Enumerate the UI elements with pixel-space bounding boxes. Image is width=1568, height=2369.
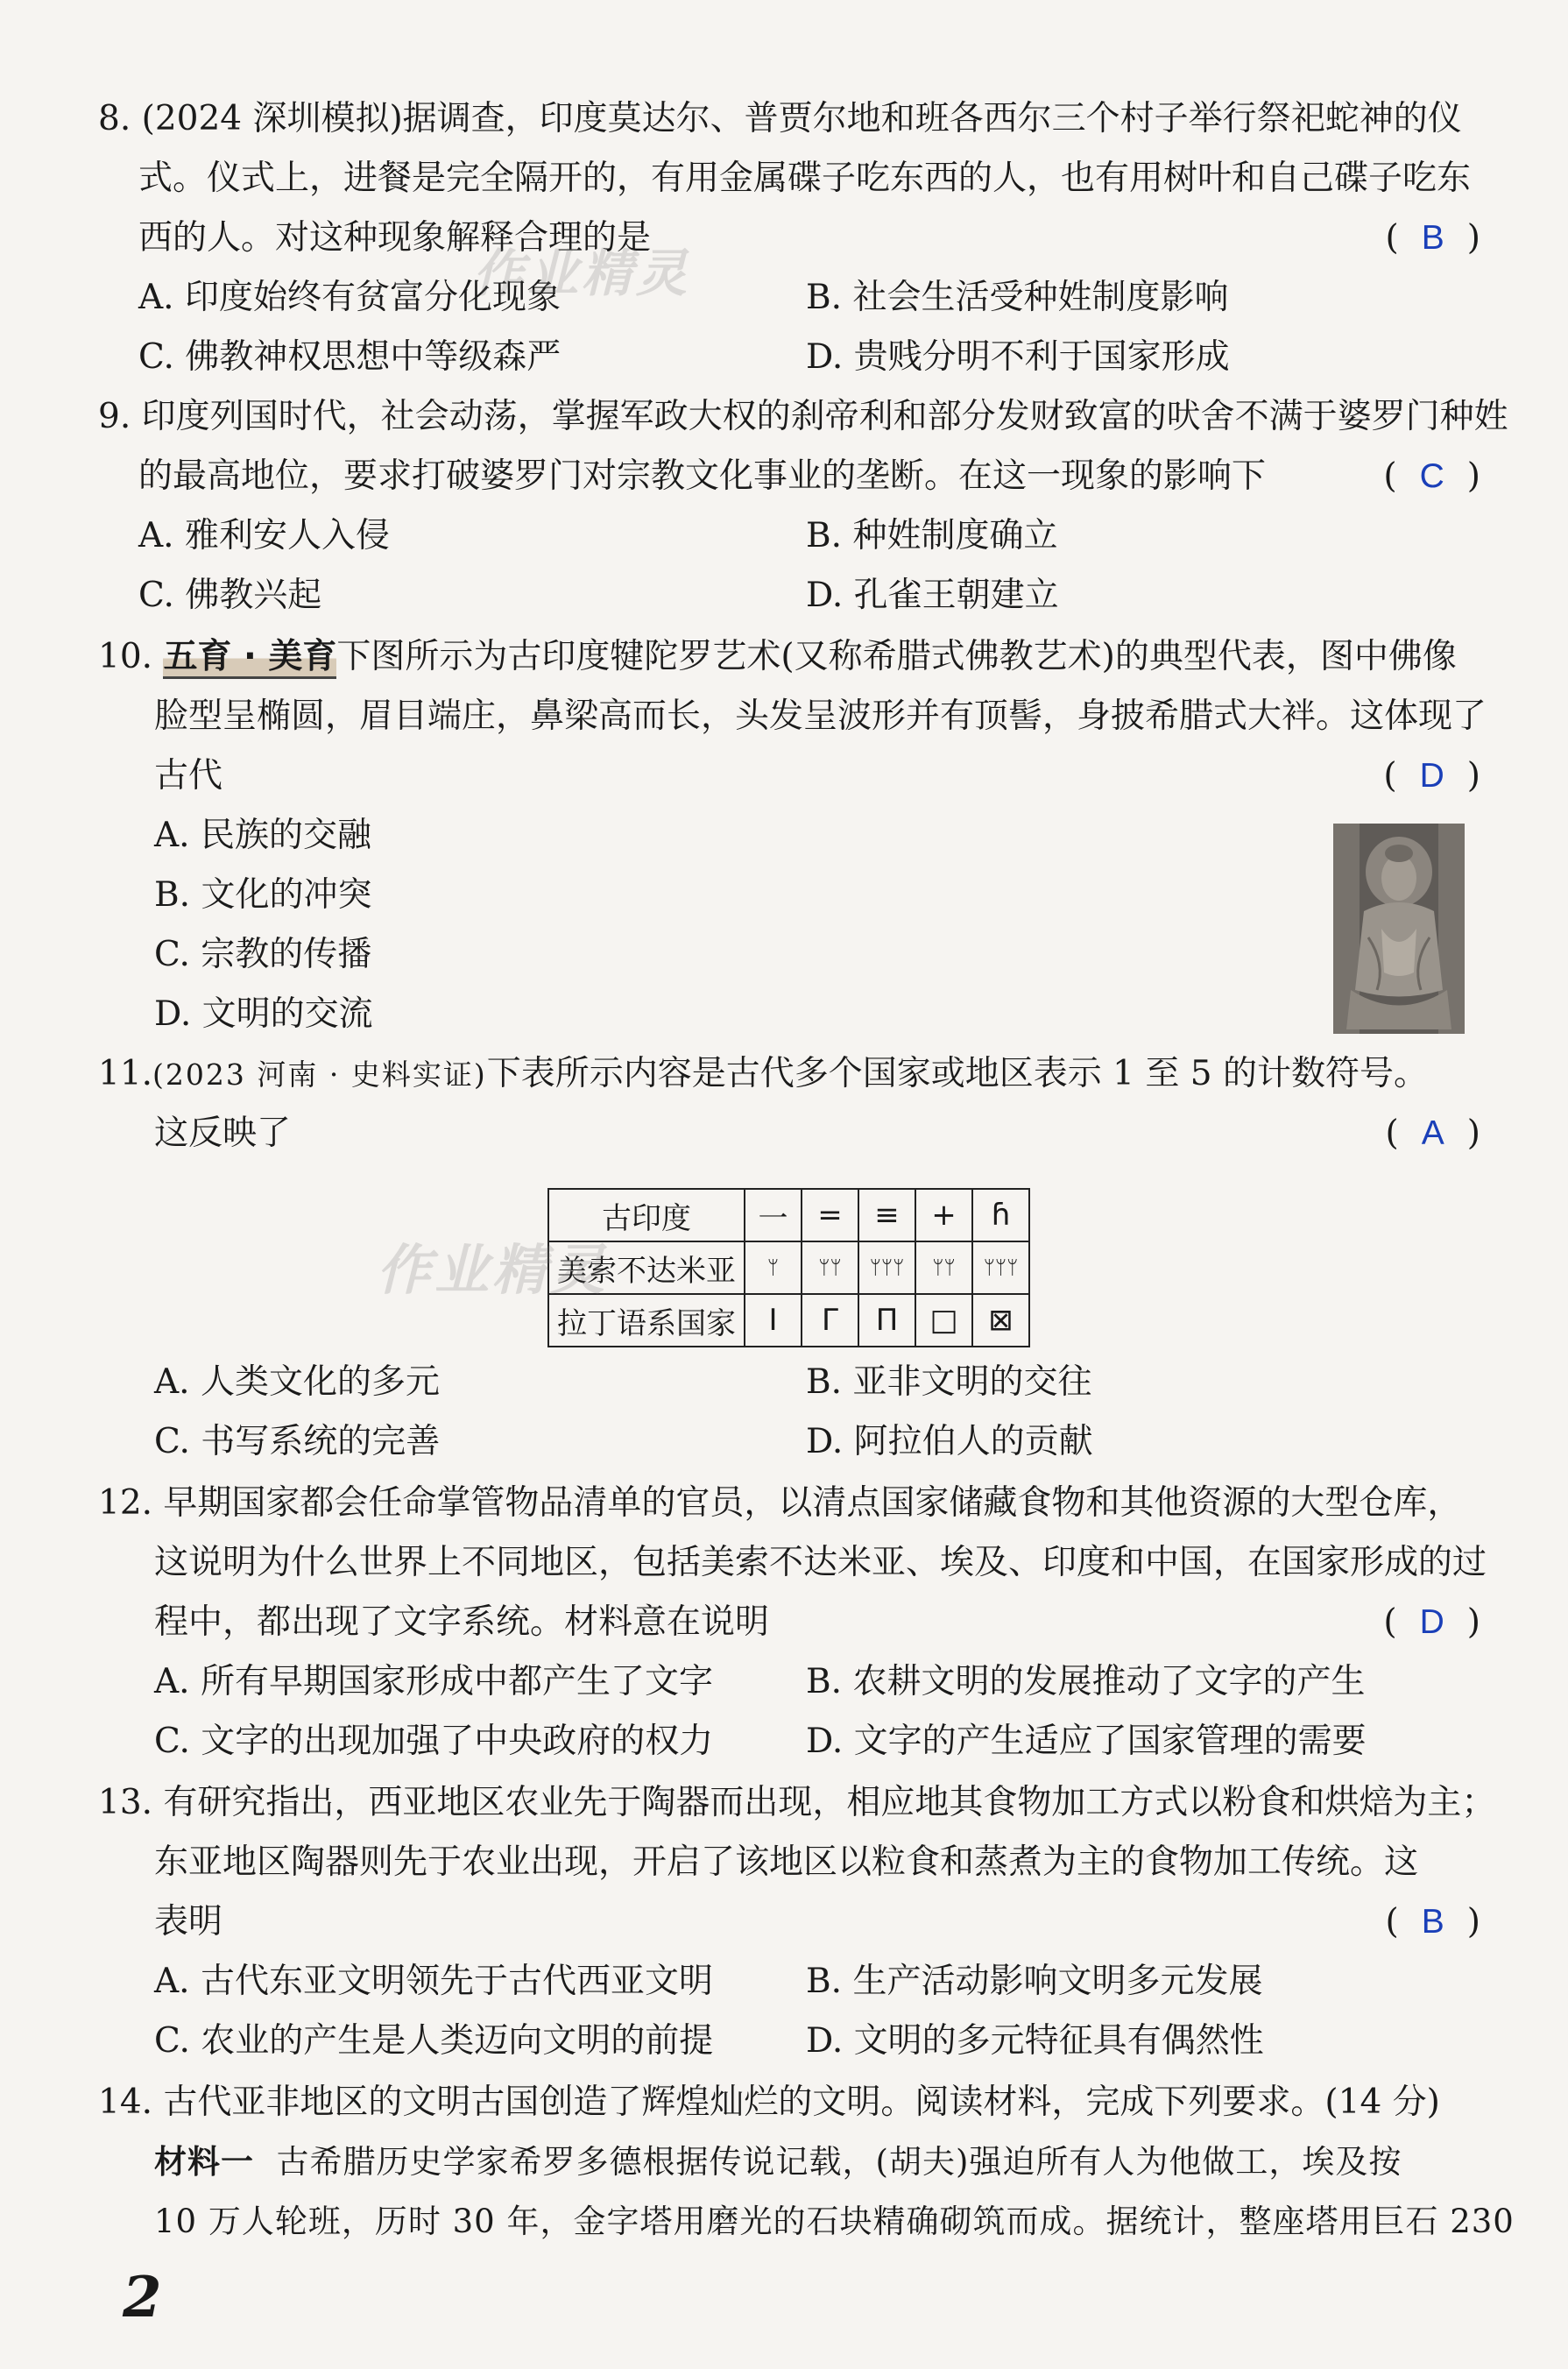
q11-line2: 这反映了 <box>154 1114 292 1153</box>
q11-answer: ( A ) <box>1385 1114 1480 1153</box>
q10-option-b: B. 文化的冲突 <box>154 875 372 915</box>
q8-line1: 8. (2024 深圳模拟)据调查，印度莫达尔、普贾尔地和班各西尔三个村子举行祭祀蛇神的仪 <box>98 99 1462 138</box>
q12-line1: 12. 早期国家都会任命掌管物品清单的官员，以清点国家储藏食物和其他资源的大型仓库， <box>98 1483 1462 1523</box>
q11-tag: (2023 河南 · 史料实证) <box>152 1057 487 1092</box>
q11-option-b: B. 亚非文明的交往 <box>806 1362 1092 1402</box>
q10-answer: ( D ) <box>1383 756 1480 796</box>
q10-number: 10. <box>98 637 153 676</box>
q13-option-d: D. 文明的多元特征具有偶然性 <box>806 2021 1264 2061</box>
numeral-cell: 一 <box>745 1189 802 1241</box>
numeral-cell: ᛘᛘᛘ <box>858 1241 915 1294</box>
watermark: 作业精灵 <box>473 244 691 303</box>
q11-number: 11. <box>98 1054 153 1093</box>
table-row <box>548 1189 1029 1241</box>
q11-option-d: D. 阿拉伯人的贡献 <box>806 1422 1093 1461</box>
material-line1-text: 古希腊历史学家希罗多德根据传说记载，(胡夫)强迫所有人为他做工，埃及按 <box>276 2143 1402 2181</box>
q8-option-b: B. 社会生活受种姓制度影响 <box>806 278 1229 317</box>
q13-option-c: C. 农业的产生是人类迈向文明的前提 <box>154 2021 714 2061</box>
q8-option-d: D. 贵贱分明不利于国家形成 <box>806 337 1230 377</box>
numeral-cell: = <box>802 1189 858 1241</box>
q8-line2: 式。仪式上，进餐是完全隔开的，有用金属碟子吃东西的人，也有用树叶和自己碟子吃东 <box>138 159 1472 198</box>
numeral-cell: ᛘᛘ <box>802 1241 858 1294</box>
numeral-cell: □ <box>915 1294 972 1347</box>
q12-line3: 程中，都出现了文字系统。材料意在说明 <box>154 1602 770 1642</box>
numeral-cell: ᛘᛘᛘ <box>972 1241 1029 1294</box>
numeral-cell: ᛘᛘ <box>915 1241 972 1294</box>
q10-option-a: A. 民族的交融 <box>154 816 371 855</box>
numeral-cell: I <box>745 1294 802 1347</box>
q10-line3: 古代 <box>154 756 223 796</box>
row-label: 拉丁语系国家 <box>548 1294 745 1347</box>
q13-answer: ( B ) <box>1385 1902 1480 1941</box>
q14-material-line1 <box>154 2139 1402 2185</box>
row-label: 古印度 <box>548 1189 745 1241</box>
q9-option-a: A. 雅利安人入侵 <box>138 516 390 555</box>
q11-line1-text: 下表所示内容是古代多个国家或地区表示 1 至 5 的计数符号。 <box>486 1054 1428 1093</box>
numeral-cell: Π <box>858 1294 915 1347</box>
q8-option-c: C. 佛教神权思想中等级森严 <box>138 337 562 377</box>
numeral-cell: ɦ <box>972 1189 1029 1241</box>
q9-line2: 的最高地位，要求打破婆罗门对宗教文化事业的垄断。在这一现象的影响下 <box>138 456 1267 496</box>
q13-line2: 东亚地区陶器则先于农业出现，开启了该地区以粒食和蒸煮为主的食物加工传统。这 <box>154 1842 1419 1882</box>
q9-option-d: D. 孔雀王朝建立 <box>806 576 1059 615</box>
q10-line1 <box>98 634 1457 680</box>
q9-answer: ( C ) <box>1383 456 1480 496</box>
numeral-table <box>547 1188 1030 1347</box>
q10-tag: 五育 · 美育 <box>163 637 336 679</box>
numeral-cell: Γ <box>802 1294 858 1347</box>
q11-option-a: A. 人类文化的多元 <box>154 1362 440 1402</box>
q9-option-b: B. 种姓制度确立 <box>806 516 1058 555</box>
numeral-cell: ⊠ <box>972 1294 1029 1347</box>
q13-option-b: B. 生产活动影响文明多元发展 <box>806 1962 1263 2001</box>
q11-line1 <box>98 1051 1428 1097</box>
q11-answer-letter: A <box>1421 1114 1444 1152</box>
q12-answer-letter: D <box>1419 1603 1444 1641</box>
q12-option-a: A. 所有早期国家形成中都产生了文字 <box>154 1662 713 1701</box>
q9-option-c: C. 佛教兴起 <box>138 576 322 615</box>
q9-line1: 9. 印度列国时代，社会动荡，掌握军政大权的刹帝利和部分发财致富的吠舍不满于婆罗门种姓 <box>98 397 1508 436</box>
q12-answer: ( D ) <box>1383 1602 1480 1642</box>
q10-line2: 脸型呈椭圆，眉目端庄，鼻梁高而长，头发呈波形并有顶髻，身披希腊式大袢。这体现了 <box>154 697 1487 736</box>
q13-line3: 表明 <box>154 1902 223 1941</box>
q12-option-b: B. 农耕文明的发展推动了文字的产生 <box>806 1662 1366 1701</box>
q10-answer-letter: D <box>1419 757 1444 795</box>
numeral-cell: ᛘ <box>745 1241 802 1294</box>
page-number: 2 <box>123 2265 162 2330</box>
q8-answer-letter: B <box>1421 219 1444 257</box>
buddha-statue-icon <box>1333 824 1465 1034</box>
q11-option-c: C. 书写系统的完善 <box>154 1422 441 1461</box>
q9-answer-letter: C <box>1419 457 1444 495</box>
numeral-cell: ≡ <box>858 1189 915 1241</box>
q12-option-c: C. 文字的出现加强了中央政府的权力 <box>154 1722 714 1761</box>
q13-answer-letter: B <box>1421 1903 1444 1941</box>
q13-option-a: A. 古代东亚文明领先于古代西亚文明 <box>154 1962 713 2001</box>
table-row <box>548 1294 1029 1347</box>
material-title: 材料一 <box>154 2143 254 2181</box>
q8-option-a: A. 印度始终有贫富分化现象 <box>138 278 561 317</box>
q8-answer: ( B ) <box>1385 218 1480 258</box>
table-row <box>548 1241 1029 1294</box>
numeral-cell: + <box>915 1189 972 1241</box>
q12-line2: 这说明为什么世界上不同地区，包括美索不达米亚、埃及、印度和中国，在国家形成的过 <box>154 1543 1487 1582</box>
q14-material-line2: 10 万人轮班，历时 30 年，金字塔用磨光的石块精确砌筑而成。据统计，整座塔用巨石 230 <box>154 2203 1515 2240</box>
q14-line1: 14. 古代亚非地区的文明古国创造了辉煌灿烂的文明。阅读材料，完成下列要求。(14 分) <box>98 2083 1440 2122</box>
q13-line1: 13. 有研究指出，西亚地区农业先于陶器而出现，相应地其食物加工方式以粉食和烘焙为主； <box>98 1783 1496 1822</box>
watermark-2: 作业精灵 <box>377 1238 609 1302</box>
q12-option-d: D. 文字的产生适应了国家管理的需要 <box>806 1722 1367 1761</box>
row-label: 美索不达米亚 <box>548 1241 745 1294</box>
gandhara-buddha-image <box>1333 824 1465 1034</box>
q10-line1-text: 下图所示为古印度犍陀罗艺术(又称希腊式佛教艺术)的典型代表，图中佛像 <box>336 637 1457 676</box>
q8-line3: 西的人。对这种现象解释合理的是 <box>138 218 652 258</box>
q10-option-c: C. 宗教的传播 <box>154 935 372 974</box>
q10-option-d: D. 文明的交流 <box>154 994 373 1034</box>
